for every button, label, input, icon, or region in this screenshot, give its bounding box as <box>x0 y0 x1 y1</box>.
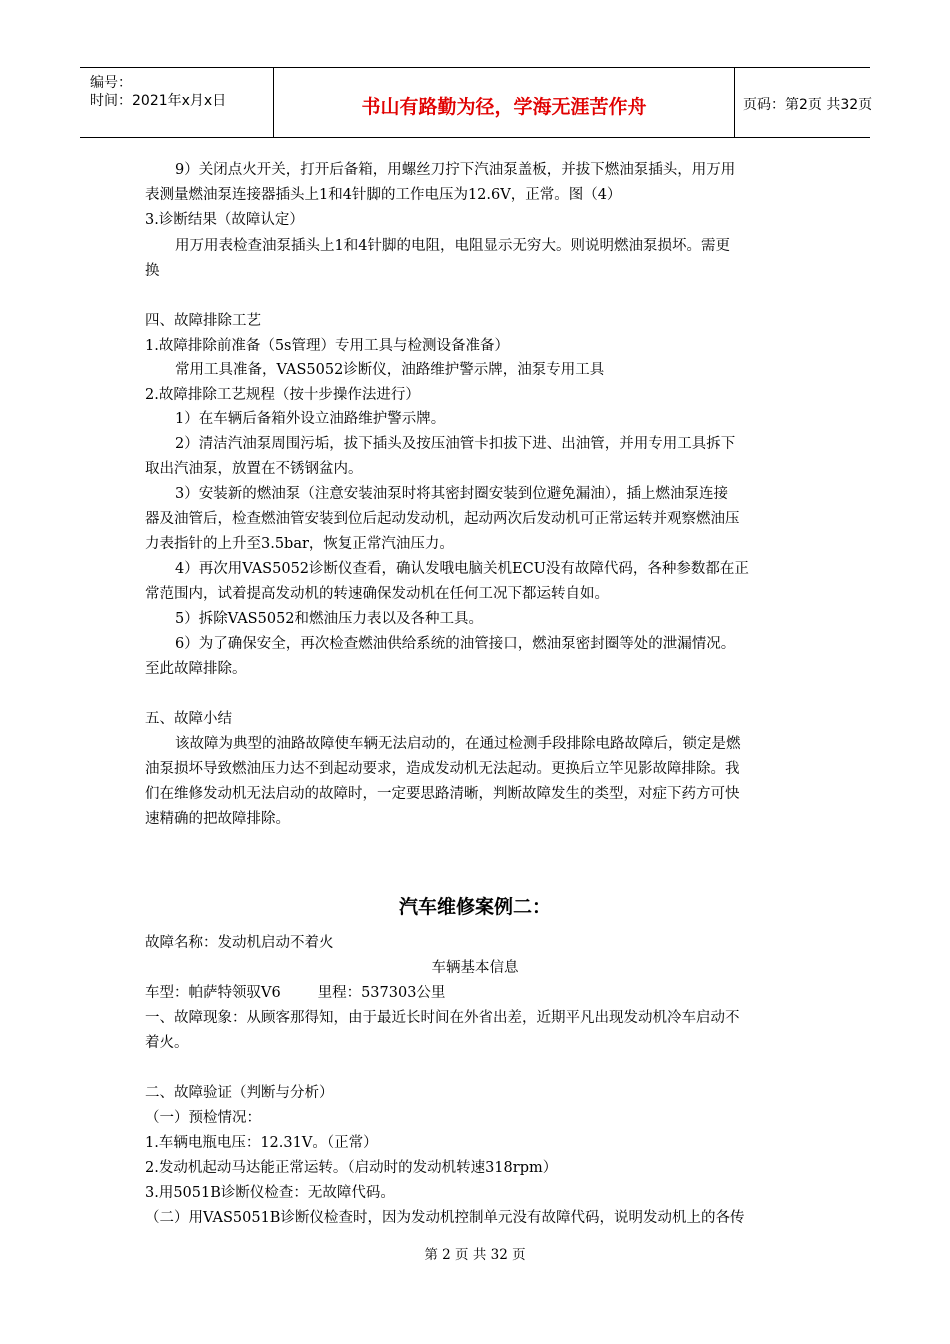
document-number-label: 编号： <box>90 75 132 91</box>
paragraph-line: 油泵损坏导致燃油压力达不到起动要求，造成发动机无法起动。更换后立竿见影故障排除。我 <box>145 761 740 777</box>
paragraph-line: 用万用表检查油泵插头上1和4针脚的电阻，电阻显示无穷大。则说明燃油泵损坏。需更 <box>175 238 730 254</box>
check-line: 3.用5051B诊断仪检查：无故障代码。 <box>145 1185 395 1201</box>
step-line: 力表指针的上升至3.5bar，恢复正常汽油压力。 <box>145 536 454 552</box>
page-header <box>80 67 873 138</box>
paragraph-line: 一、故障现象：从顾客那得知，由于最近长时间在外省出差，近期平凡出现发动机冷车启动不 <box>145 1010 740 1026</box>
case-title: 汽车维修案例二： <box>398 896 551 918</box>
step-line: 取出汽油泵，放置在不锈钢盆内。 <box>145 461 363 477</box>
section-heading: 四、故障排除工艺 <box>145 313 261 329</box>
section-heading: 1.故障排除前准备（5s管理）专用工具与检测设备准备） <box>145 338 509 354</box>
step-line: 2）清洁汽油泵周围污垢，拔下插头及按压油管卡扣拔下进、出油管，并用专用工具拆下 <box>175 436 736 452</box>
header-motto-cell <box>274 68 735 137</box>
step-line: 器及油管后，检查燃油管安装到位后起动发动机，起动两次后发动机可正常运转并观察燃油压 <box>145 511 740 527</box>
section-heading: 2.故障排除工艺规程（按十步操作法进行） <box>145 387 420 403</box>
check-line: 2.发动机起动马达能正常运转。（启动时的发动机转速318rpm） <box>145 1160 558 1176</box>
step-line: 1）在车辆后备箱外设立油路维护警示牌。 <box>175 411 446 427</box>
page-footer: 第 2 页 共 32 页 <box>424 1247 526 1263</box>
section-heading: 二、故障验证（判断与分析） <box>145 1085 334 1101</box>
step-line: 6）为了确保安全，再次检查燃油供给系统的油管接口，燃油泵密封圈等处的泄漏情况。 <box>175 636 736 652</box>
paragraph-line: （二）用VAS5051B诊断仪检查时，因为发动机控制单元没有故障代码，说明发动机上的各传 <box>145 1210 745 1226</box>
fault-name-line: 故障名称：发动机启动不着火 <box>145 935 334 951</box>
document-time-label: 时间：2021年x月x日 <box>90 93 227 109</box>
step-line: 5）拆除VAS5052和燃油压力表以及各种工具。 <box>175 611 484 627</box>
paragraph-line: 着火。 <box>145 1035 189 1051</box>
vehicle-model-line: 车型：帕萨特领驭V6 里程：537303公里 <box>145 985 446 1001</box>
paragraph-line: 常用工具准备，VAS5052诊断仪，油路维护警示牌，油泵专用工具 <box>175 362 605 378</box>
paragraph-line: 该故障为典型的油路故障使车辆无法启动的，在通过检测手段排除电路故障后，锁定是燃 <box>175 736 741 752</box>
section-heading: 3.诊断结果（故障认定） <box>145 212 304 228</box>
header-info-cell <box>80 68 274 137</box>
step-line: 常范围内，试着提高发动机的转速确保发动机在任何工况下都运转自如。 <box>145 586 609 602</box>
paragraph-line: 速精确的把故障排除。 <box>145 811 290 827</box>
header-motto: 书山有路勤为径，学海无涯苦作舟 <box>361 96 647 118</box>
paragraph-line: 换 <box>145 263 160 279</box>
header-page-info: 页码：第2页 共32页 <box>743 97 873 113</box>
step-line: 3）安装新的燃油泵（注意安装油泵时将其密封圈安装到位避免漏油），插上燃油泵连接 <box>175 486 728 502</box>
check-line: 1.车辆电瓶电压：12.31V。（正常） <box>145 1135 378 1151</box>
step-line: 至此故障排除。 <box>145 661 247 677</box>
paragraph-line: 9）关闭点火开关，打开后备箱，用螺丝刀拧下汽油泵盖板，并拔下燃油泵插头，用万用 <box>175 162 736 178</box>
header-page-cell <box>735 68 873 137</box>
section-heading: 五、故障小结 <box>145 711 232 727</box>
paragraph-line: 们在维修发动机无法启动的故障时，一定要思路清晰，判断故障发生的类型，对症下药方可快 <box>145 786 740 802</box>
paragraph-line: 表测量燃油泵连接器插头上1和4针脚的工作电压为12.6V，正常。图（4） <box>145 187 622 203</box>
vehicle-info-heading: 车辆基本信息 <box>431 960 519 976</box>
step-line: 4）再次用VAS5052诊断仪查看，确认发哦电脑关机ECU没有故障代码，各种参数都在正 <box>175 561 749 577</box>
section-heading: （一）预检情况： <box>145 1110 261 1126</box>
